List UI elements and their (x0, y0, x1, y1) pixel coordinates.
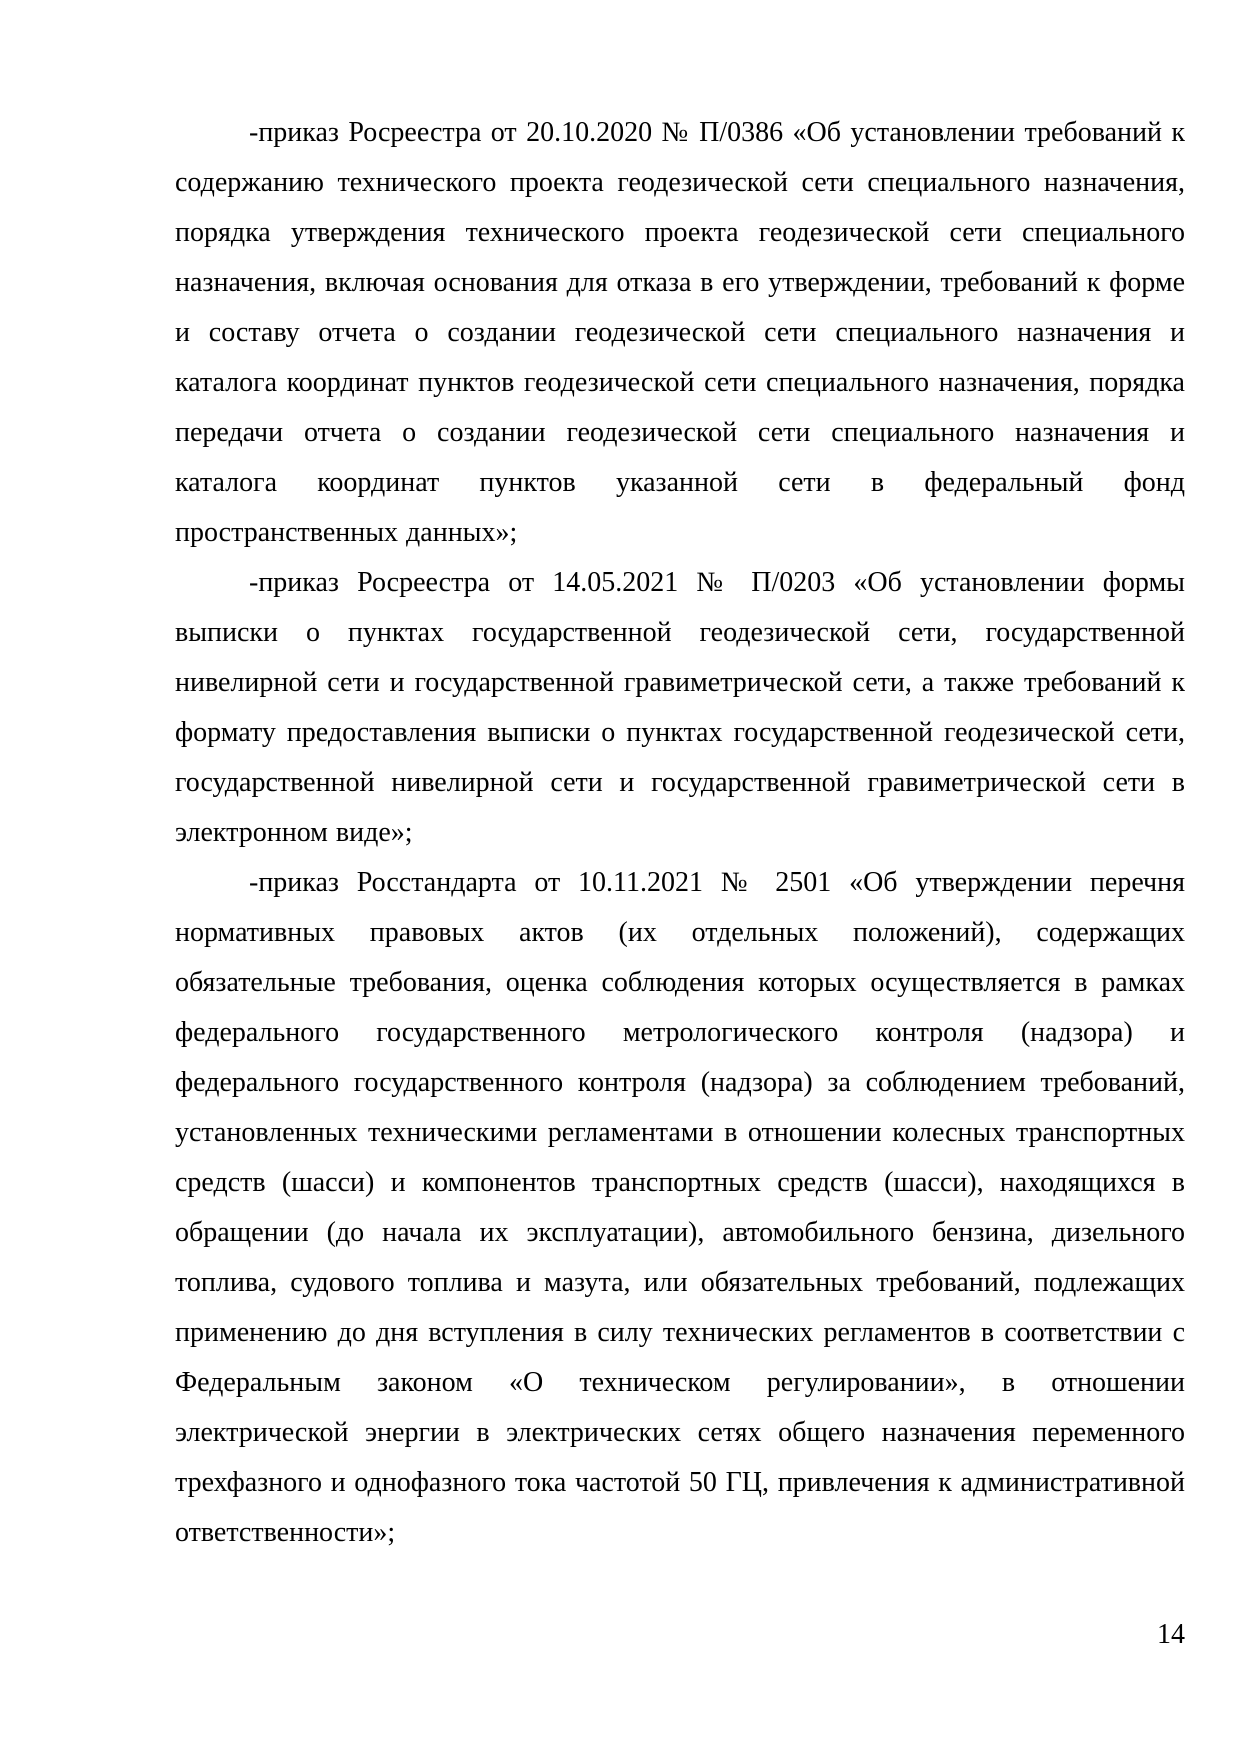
order-paragraph-rosreestr-p0203: -приказ Росреестра от 14.05.2021 № П/0203 «Об установлении формы выписки о пунктах государственной геодезической сети, государственной нивелирной сети и государственной гравиметрической сети, а также требований к формату предоставления выписки о пунктах государственной геодезической сети, государственной нивелирной сети и государственной гравиметрической сети в электронном виде»; (175, 567, 1185, 848)
order-paragraph-rosreestr-p0386: -приказ Росреестра от 20.10.2020 № П/0386 «Об установлении требований к содержанию технического проекта геодезической сети специального назначения, порядка утверждения технического проекта геодезической сети специального назначения, включая основания для отказа в его утверждении, требований к форме и составу отчета о создании геодезической сети специального назначения и каталога координат пунктов геодезической сети специального назначения, порядка передачи отчета о создании геодезической сети специального назначения и каталога координат пунктов указанной сети в федеральный фонд пространственных данных»; (175, 117, 1185, 548)
document-body-text (175, 108, 1185, 1558)
order-paragraph-rosstandart-2501: -приказ Росстандарта от 10.11.2021 № 2501 «Об утверждении перечня нормативных правовых актов (их отдельных положений), содержащих обязательные требования, оценка соблюдения которых осуществляется в рамках федерального государственного метрологического контроля (надзора) и федерального государственного контроля (надзора) за соблюдением требований, установленных техническими регламентами в отношении колесных транспортных средств (шасси) и компонентов транспортных средств (шасси), находящихся в обращении (до начала их эксплуатации), автомобильного бензина, дизельного топлива, судового топлива и мазута, или обязательных требований, подлежащих применению до дня вступления в силу технических регламентов в соответствии с Федеральным законом «О техническом регулировании», в отношении электрической энергии в электрических сетях общего назначения переменного трехфазного и однофазного тока частотой 50 ГЦ, привлечения к административной ответственности»; (175, 867, 1185, 1548)
page-number: 14 (1157, 1619, 1185, 1650)
